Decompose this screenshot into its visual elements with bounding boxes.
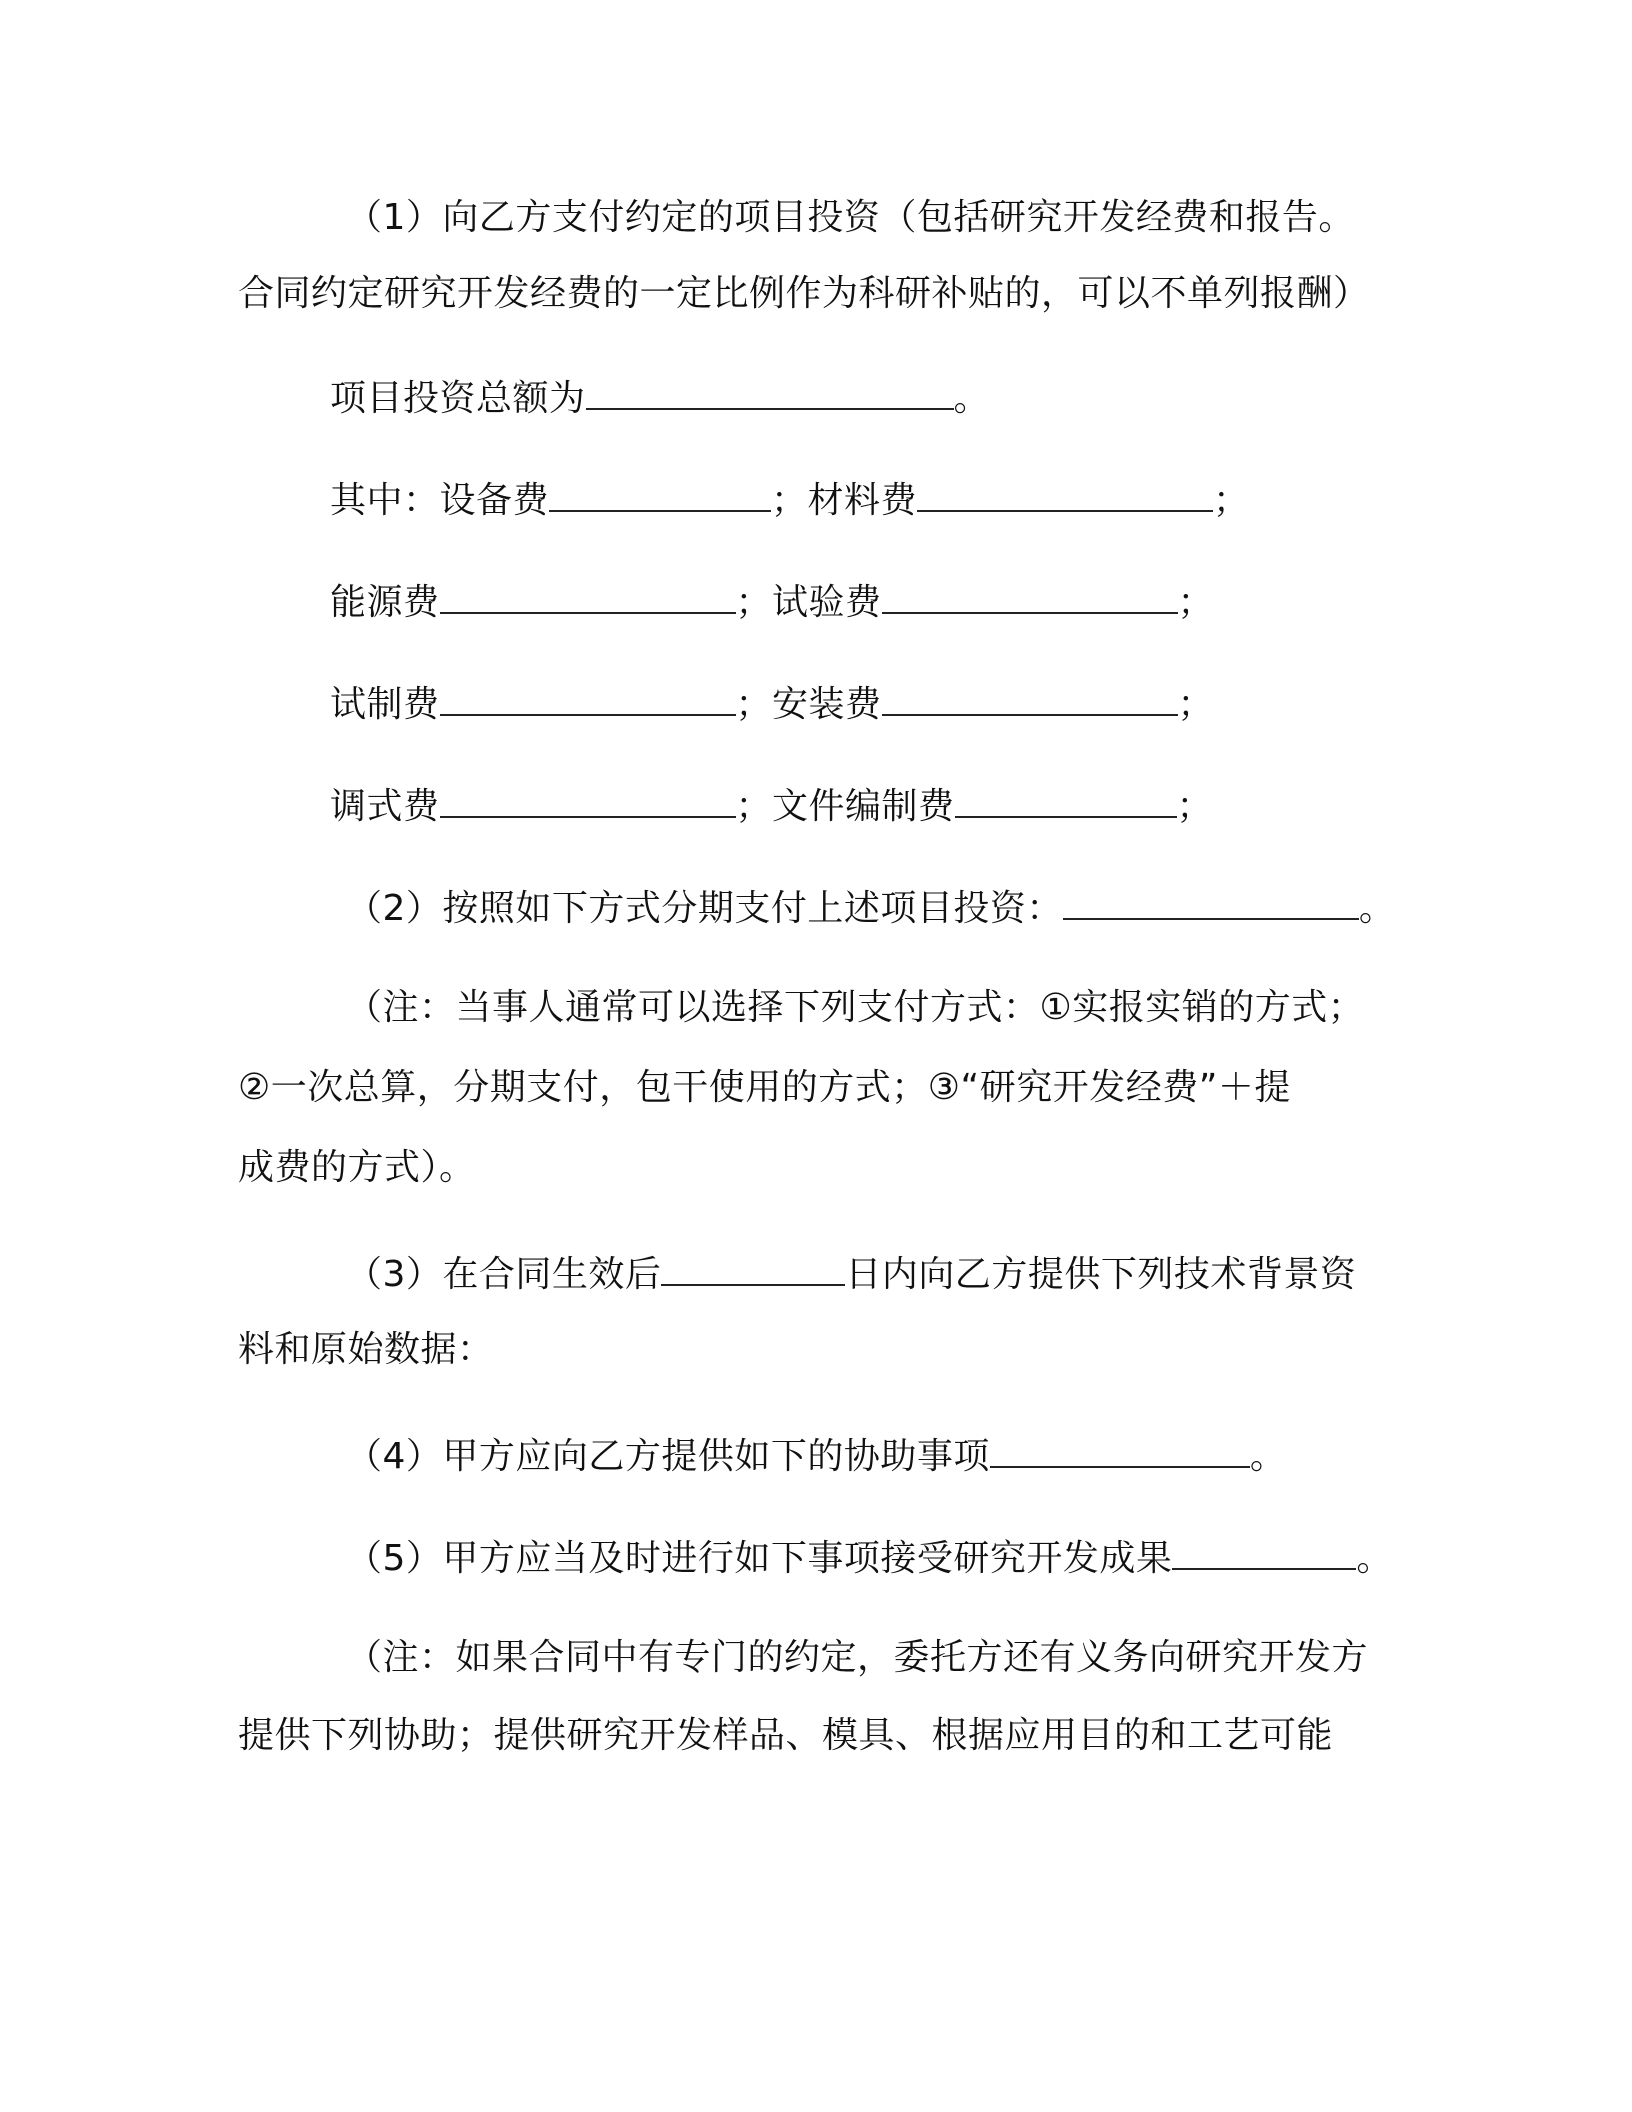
- clause-3-line-1: [346, 1250, 1356, 1297]
- separator: ；: [735, 786, 773, 827]
- row-end: ；: [1213, 480, 1250, 521]
- assistance-items-field[interactable]: [990, 1432, 1250, 1468]
- clause-4-end: 。: [1249, 1436, 1287, 1477]
- total-investment-line: [330, 374, 990, 421]
- days-field[interactable]: [661, 1250, 845, 1286]
- clause-3-rest: 日内向乙方提供下列技术背景资: [845, 1254, 1357, 1295]
- installation-fee-field[interactable]: [882, 680, 1178, 716]
- equipment-fee-field[interactable]: [549, 476, 771, 512]
- cost-row: [330, 782, 1213, 829]
- clause-5-end: 。: [1356, 1538, 1393, 1579]
- cost-row: [330, 476, 1250, 523]
- total-investment-end: 。: [953, 378, 991, 419]
- note-1-line-3: 成费的方式）。: [238, 1147, 476, 1188]
- cost-row: [330, 680, 1214, 727]
- clause-2-line: [346, 884, 1395, 931]
- clause-3-label: （3）在合同生效后: [346, 1254, 662, 1295]
- debug-fee-label: 调式费: [330, 786, 440, 827]
- note-1-line-1: （注：当事人通常可以选择下列支付方式：①实报实销的方式；: [346, 987, 1365, 1028]
- trial-production-fee-field[interactable]: [440, 680, 736, 716]
- debug-fee-field[interactable]: [440, 782, 736, 818]
- energy-fee-field[interactable]: [440, 578, 736, 614]
- note-1-line-2: ②一次总算，分期支付，包干使用的方式；③“研究开发经费”＋提: [238, 1067, 1291, 1108]
- cost-row: [330, 578, 1214, 625]
- energy-fee-label: 能源费: [330, 582, 440, 623]
- clause-2-end: 。: [1358, 888, 1396, 929]
- row-end: ；: [1177, 684, 1215, 725]
- material-fee-label: 材料费: [807, 480, 918, 521]
- row-end: ；: [1177, 582, 1215, 623]
- test-fee-label: 试验费: [772, 582, 882, 623]
- test-fee-field[interactable]: [882, 578, 1178, 614]
- material-fee-field[interactable]: [917, 476, 1213, 512]
- total-investment-field[interactable]: [586, 374, 954, 410]
- trial-production-fee-label: 试制费: [330, 684, 440, 725]
- clause-1-line-1: （1）向乙方支付约定的项目投资（包括研究开发经费和报告。: [346, 197, 1355, 238]
- separator: ；: [735, 582, 773, 623]
- clause-2-label: （2）按照如下方式分期支付上述项目投资：: [346, 888, 1063, 929]
- document-fee-field[interactable]: [955, 782, 1177, 818]
- installment-method-field[interactable]: [1063, 884, 1359, 920]
- separator: ；: [771, 480, 808, 521]
- separator: ；: [735, 684, 773, 725]
- row-end: ；: [1176, 786, 1214, 827]
- clause-5-line: [346, 1534, 1393, 1581]
- clause-5-label: （5）甲方应当及时进行如下事项接受研究开发成果: [346, 1538, 1173, 1579]
- clause-4-label: （4）甲方应向乙方提供如下的协助事项: [346, 1436, 990, 1477]
- note-2-line-2: 提供下列协助；提供研究开发样品、模具、根据应用目的和工艺可能: [238, 1715, 1334, 1756]
- document-fee-label: 文件编制费: [772, 786, 955, 827]
- equipment-fee-label: 其中：设备费: [330, 480, 550, 521]
- installation-fee-label: 安装费: [772, 684, 882, 725]
- clause-1-line-2: 合同约定研究开发经费的一定比例作为科研补贴的，可以不单列报酬）: [238, 273, 1370, 314]
- clause-4-line: [346, 1432, 1286, 1479]
- clause-3-line-2: 料和原始数据：: [238, 1329, 494, 1370]
- acceptance-items-field[interactable]: [1172, 1534, 1356, 1570]
- note-2-line-1: （注：如果合同中有专门的约定，委托方还有义务向研究开发方: [346, 1637, 1369, 1678]
- total-investment-label: 项目投资总额为: [330, 378, 586, 419]
